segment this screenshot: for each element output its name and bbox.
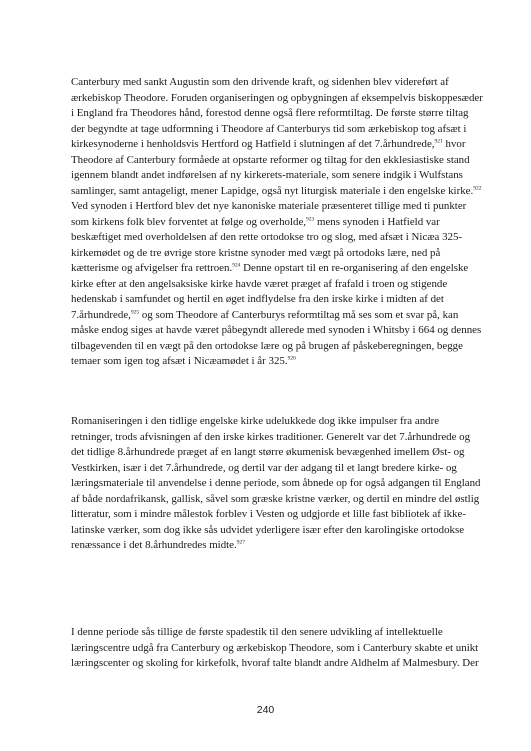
text-line [71,507,475,523]
line-text-continued: mens synoden i Hatfield var [314,215,440,228]
footnote-marker: 925 [130,308,140,315]
line-text: igennem blandt andet indførelsen af ny kirkerets-materiale, som senere indgik i Wulfstans [71,169,463,181]
footnote-marker: 921 [434,138,443,145]
text-line [71,246,475,262]
line-text: Vestkirken, især i det 7.århundrede, og dertil var der adgang til et langt bredere kirke- og [71,461,457,474]
line-text: retninger, trods afvisningen af den irske kirkes traditioner. Generelt var det 7.århundrede og [71,430,471,443]
text-line [71,430,475,446]
text-line [71,323,482,339]
line-text: kirkemødet og de tre øvrige store kristne synoder med vægt på ortodoks lære, ned på [71,246,441,259]
line-text: i England fra Theodores hånd, forestod denne også flere reformtiltag. De første større tiltag [71,107,469,119]
text-line [71,91,483,107]
text-line [71,230,475,246]
line-text: måske endog siges at havde været påbegyndt allerede med synoden i Whitsby i 664 og dennes [71,324,482,336]
line-text: ærkebiskop Theodore. Foruden organiseringen og opbygningen af eksempelvis biskoppesæder [71,91,483,104]
footnote-marker: 927 [236,539,245,546]
line-text: Romaniseringen i den tidlige engelske kirke udelukkede dog ikke impulser fra andre [71,415,440,427]
line-text: det tidlige 8.århundrede præget af en langt større økumenisk bevægenhed imellem Øst- og [71,446,465,458]
footnote-marker: 922 [473,184,482,191]
text-line [71,277,475,293]
line-text: Canterbury med sankt Augustin som den drivende kraft, og sidenhen blev videreført af [71,76,449,88]
text-line [71,137,475,153]
line-text: latinske værker, som dog ikke sås udvidet yderligere især efter den karolingiske ortodokse [71,523,465,536]
text-line [71,122,475,138]
text-line [71,492,480,508]
line-text-continued: og som Theodore af Canterburys reformtiltag må ses som et svar på, kan [139,308,459,321]
line-text: af både nordafrikansk, gallisk, såvel som græske kristne værker, og dertil en mindre del østlig [71,492,480,505]
line-text: kætterisme og afvigelser fra rettroen. [71,262,233,274]
text-line [71,184,482,200]
line-text: som kirkens folk blev forventet at følge og overholde, [71,215,306,228]
text-line [71,75,475,91]
line-text: hedenskab i samfundet og hertil en øget indflydelse fra den irske kirke i midten af det [71,293,444,305]
text-line [71,641,479,657]
text-line [71,153,475,169]
line-text: litteratur, som i mindre målestok forblev i Vesten og udgjorde et lille fast bibliotek af ikke- [71,508,466,520]
text-line [71,414,475,430]
line-text-continued: hvor [442,138,466,150]
line-text-continued: Denne opstart til en re-organisering af den engelske [240,262,469,274]
paragraph-3 [71,625,479,672]
text-line [71,656,479,672]
line-text: læringscentre udgå fra Canterbury og ærkebiskop Theodore, som i Canterbury skabte et unikt [71,641,479,654]
text-line [71,538,475,554]
line-text: kirke efter at den angelsaksiske kirke havde været præget af frafald i troen og stigende [71,277,448,290]
text-line [71,308,475,324]
line-text: I denne periode sås tillige de første spadestik til den senere udvikling af intellektuelle [71,626,443,638]
line-text: kirkesynoderne i henholdsvis Hertford og Hatfield i slutningen af det 7.århundrede, [71,138,435,150]
text-line [71,199,475,215]
footnote-marker: 924 [232,262,241,269]
paragraph-2 [71,414,481,554]
page-number: 240 [256,704,275,716]
footnote-marker: 926 [287,355,296,362]
text-line [71,168,475,184]
text-line [71,445,475,461]
text-line [71,106,475,122]
line-text: renæssance i det 8.århundredes midte. [71,539,237,551]
text-line [71,215,475,231]
text-line [71,339,475,355]
line-text: læringsmateriale til anvendelse i denne periode, som åbnede op for også adgangen til England [71,477,481,489]
line-text: beskæftiget med overholdelsen af den rette ortodokse tro og slog, med afsæt i Nicæa 325- [71,231,463,243]
line-text: tilbagevenden til en vægt på den ortodokse lære og på brugen af påskeberegningen, begge [71,339,463,352]
text-line [71,354,475,370]
footnote-marker: 923 [306,215,315,222]
line-text: temaer som igen tog afsæt i Nicæamødet i år 325. [71,355,288,367]
line-text: 7.århundrede, [71,308,131,321]
text-line [71,476,481,492]
text-line [71,292,475,308]
line-text: samlinger, samt antageligt, mener Lapidge, også nyt liturgisk materiale i den engelske kirke. [71,184,474,197]
paragraph-1 [71,75,483,370]
text-line [71,523,475,539]
line-text: Theodore af Canterbury formåede at opstarte reformer og tiltag for den ekklesiastiske stand [71,153,470,166]
text-line [71,625,475,641]
line-text: Ved synoden i Hertford blev det nye kanoniske materiale præsenteret tillige med ti punkter [71,200,467,212]
text-line [71,261,475,277]
line-text: der begyndte at tage udformning i Theodore af Canterburys tid som ærkebiskop tog afsæt i [71,122,467,135]
text-line [71,461,475,477]
line-text: læringscenter og skoling for kirkefolk, hvoraf talte blandt andre Aldhelm af Malmesbury. Der [71,657,479,669]
